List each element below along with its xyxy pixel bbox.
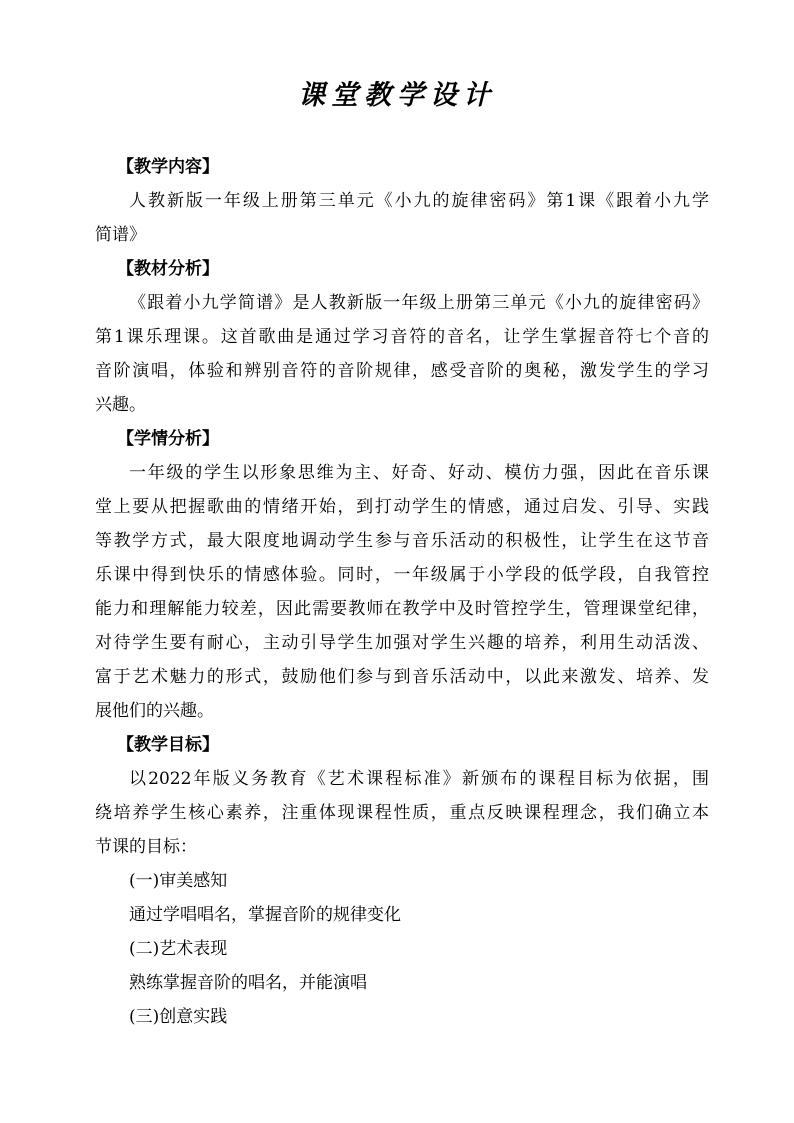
goal-item-text: 熟练掌握音阶的唱名，并能演唱 xyxy=(129,973,367,993)
goal-item-label: (三)创意实践 xyxy=(129,1007,228,1027)
paragraph-line: 《跟着小九学简谱》是人教新版一年级上册第三单元《小九的旋律密码》 xyxy=(129,293,709,313)
section-heading-goals: 【教学目标】 xyxy=(117,735,219,755)
paragraph-line: 乐课中得到快乐的情感体验。同时，一年级属于小学段的低学段，自我管控 xyxy=(95,565,709,585)
page-title: 课堂教学设计 xyxy=(298,80,496,111)
section-heading-material: 【教材分析】 xyxy=(117,259,219,279)
paragraph-line: 兴趣。 xyxy=(95,395,146,415)
paragraph-line: 音阶演唱，体验和辨别音符的音阶规律，感受音阶的奥秘，激发学生的学习 xyxy=(95,361,709,381)
goal-item-label: (一)审美感知 xyxy=(129,871,228,891)
paragraph-line: 等教学方式，最大限度地调动学生参与音乐活动的积极性，让学生在这节音 xyxy=(95,531,709,551)
paragraph-line: 一年级的学生以形象思维为主、好奇、好动、模仿力强，因此在音乐课 xyxy=(129,463,709,483)
section-heading-students: 【学情分析】 xyxy=(117,429,219,449)
paragraph-line: 人教新版一年级上册第三单元《小九的旋律密码》第1课《跟着小九学 xyxy=(129,191,709,211)
paragraph-line: 能力和理解能力较差，因此需要教师在教学中及时管控学生，管理课堂纪律， xyxy=(95,599,709,619)
goal-item-label: (二)艺术表现 xyxy=(129,939,228,959)
section-heading-content: 【教学内容】 xyxy=(117,157,219,177)
paragraph-line: 对待学生要有耐心，主动引导学生加强对学生兴趣的培养，利用生动活泼、 xyxy=(95,633,709,653)
paragraph-line: 绕培养学生核心素养，注重体现课程性质，重点反映课程理念，我们确立本 xyxy=(95,803,709,823)
paragraph-line: 第1课乐理课。这首歌曲是通过学习音符的音名，让学生掌握音符七个音的 xyxy=(95,327,709,347)
paragraph-line: 节课的目标： xyxy=(95,837,197,857)
goal-item-text: 通过学唱唱名，掌握音阶的规律变化 xyxy=(129,905,401,925)
paragraph-line: 堂上要从把握歌曲的情绪开始，到打动学生的情感，通过启发、引导、实践 xyxy=(95,497,709,517)
document-body xyxy=(95,150,709,1034)
paragraph-line: 以2022年版义务教育《艺术课程标准》新颁布的课程目标为依据，围 xyxy=(129,769,709,789)
paragraph-line: 富于艺术魅力的形式，鼓励他们参与到音乐活动中，以此来激发、培养、发 xyxy=(95,667,709,687)
paragraph-line: 简谱》 xyxy=(95,225,146,245)
paragraph-line: 展他们的兴趣。 xyxy=(95,701,214,721)
